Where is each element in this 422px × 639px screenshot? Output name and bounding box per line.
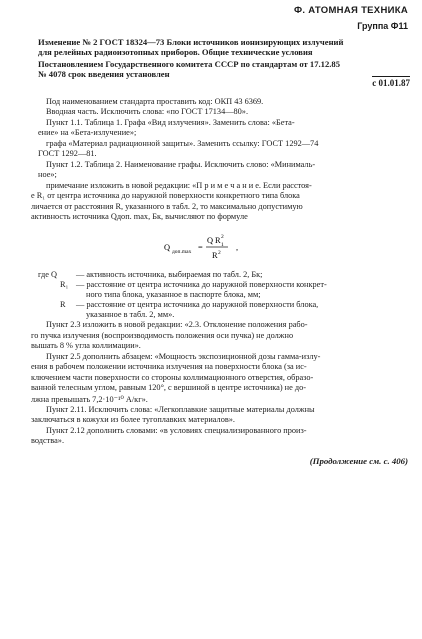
- text-line: ение» на «Бета-излучение»;: [38, 128, 137, 137]
- formula-lhs: Q: [164, 243, 171, 252]
- text-line: е R₁ от центра источника до наружной поверхности конкретного типа блока: [31, 191, 300, 200]
- text-line: го пучка излучения (воспроизводимость положения оси пучка) не должно: [31, 331, 294, 340]
- text-line: личается от расстояния R, указанного в табл. 2, то максимально допустимую: [31, 202, 303, 211]
- formula-num-sup: 2: [221, 234, 224, 240]
- change-title-line: для релейных радиоизотопных приборов. Общие технические условия: [38, 47, 313, 57]
- text-line: графа «Материал радиационной защиты». Заменить ссылку: ГОСТ 1292—74: [46, 139, 319, 148]
- text-line: Вводная часть. Исключить слова: «по ГОСТ 17134—80».: [46, 107, 249, 116]
- formula-den-r: R: [212, 251, 218, 260]
- text-line: Пункт 2.11. Исключить слова: «Легкоплавкие защитные материалы должны: [46, 405, 315, 414]
- text-line: Пункт 2.5 дополнить абзацем: «Мощность экспозиционной дозы гамма-излу-: [46, 352, 321, 361]
- formula-num-r: R: [215, 236, 221, 245]
- formula: [160, 228, 280, 262]
- formula-num-q: Q: [207, 236, 214, 245]
- text-line: ключением части поверхности со стороны коллимационного отверстия, образо-: [31, 373, 314, 382]
- def-symbol: где Q: [38, 270, 57, 279]
- formula-den-sup: 2: [218, 250, 221, 256]
- text-line: Пункт 1.1. Таблица 1. Графа «Вид излучения». Заменить слова: «Бета-: [46, 118, 295, 127]
- def-text: — расстояние от центра источника до наружной поверхности конкрет-: [76, 280, 327, 289]
- group-code: Группа Ф11: [357, 21, 408, 31]
- text-line: лжна превышать 7,2·10⁻¹⁰ А/кг».: [31, 395, 148, 404]
- def-text: ного типа блока, указанное в паспорте блока, мм;: [86, 290, 261, 299]
- section-header: Ф. АТОМНАЯ ТЕХНИКА: [293, 5, 408, 16]
- text-line: Под наименованием стандарта проставить код: ОКП 43 6369.: [46, 97, 264, 106]
- formula-tail: ,: [236, 243, 239, 252]
- text-line: вышать 8 % угла коллимации».: [31, 341, 141, 350]
- decree-line: Постановлением Государственного комитета СССР по стандартам от 17.12.85: [38, 59, 341, 69]
- text-line: заключаться в кожухи из более тугоплавких материалов».: [31, 415, 235, 424]
- def-symbol: R₁: [60, 280, 69, 289]
- def-text: — расстояние от центра источника до наружной поверхности блока,: [76, 300, 319, 309]
- formula-equals: =: [198, 243, 203, 252]
- text-line: примечание изложить в новой редакции: «П р и м е ч а н и е. Если расстоя-: [46, 181, 312, 190]
- effective-date: с 01.01.87: [372, 78, 410, 88]
- continuation-note: (Продолжение см. с. 406): [309, 456, 408, 466]
- decree-line: № 4078 срок введения установлен: [38, 69, 170, 79]
- text-line: водства».: [31, 436, 65, 445]
- text-line: Пункт 1.2. Таблица 2. Наименование графы. Исключить слово: «Минималь-: [46, 160, 316, 169]
- formula-num-sub: 1: [221, 242, 224, 248]
- text-line: активность источника Qдоп. max, Бк, вычисляют по формуле: [31, 212, 248, 221]
- text-line: ванной телесным углом, равным 120°, с вершиной в центре источника) не до-: [31, 383, 307, 392]
- text-line: ное»;: [38, 170, 57, 179]
- formula-lhs-sub: доп.max: [172, 249, 192, 255]
- def-text: указанное в табл. 2, мм».: [86, 310, 175, 319]
- text-line: ения в рабочем положении источника излучения на поверхности блока (за ис-: [31, 362, 307, 371]
- text-line: ГОСТ 1292—81.: [38, 149, 97, 158]
- def-text: — активность источника, выбираемая по табл. 2, Бк;: [76, 270, 263, 279]
- text-line: Пункт 2.12 дополнить словами: «в условиях специализированного произ-: [46, 426, 307, 435]
- change-title-line: Изменение № 2 ГОСТ 18324—73 Блоки источников ионизирующих излучений: [38, 37, 344, 47]
- text-line: Пункт 2.3 изложить в новой редакции: «2.3. Отклонение положения рабо-: [46, 320, 308, 329]
- def-symbol: R: [60, 300, 66, 309]
